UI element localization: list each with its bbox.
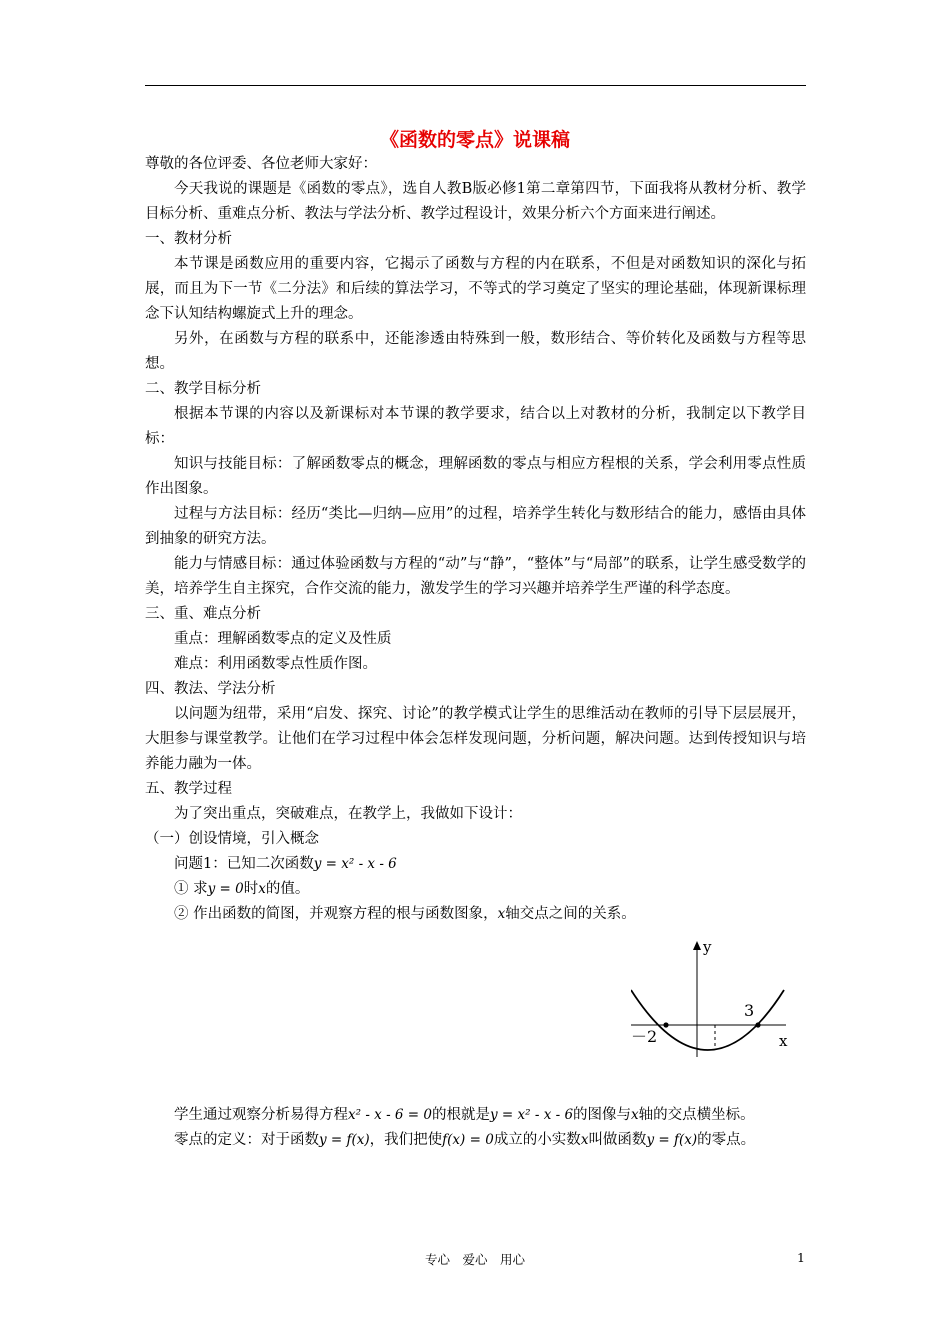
text: 零点的定义：对于函数 xyxy=(174,1132,319,1148)
x-axis-label: x xyxy=(779,1032,788,1050)
greeting: 尊敬的各位评委、各位老师大家好： xyxy=(145,156,377,172)
section-heading-1: 一、教材分析 xyxy=(145,231,232,247)
question-item-2 xyxy=(145,902,806,927)
question-1 xyxy=(145,852,806,877)
math-variable: x xyxy=(580,1132,589,1148)
text: 叫做函数 xyxy=(588,1132,647,1148)
paragraph: 以问题为纽带，采用“启发、探究、讨论”的教学模式让学生的思维活动在教师的引导下层层展开，大胆参与课堂教学。让他们在学习过程中体会怎样发现问题，分析问题，解决问题。达到传授知识与培养能力融为一体。 xyxy=(145,706,806,772)
paragraph: 过程与方法目标：经历“类比—归纳—应用”的过程，培养学生转化与数形结合的能力，感悟由具体到抽象的研究方法。 xyxy=(145,506,806,547)
text: 的零点。 xyxy=(697,1132,756,1148)
math-variable: x xyxy=(258,881,266,897)
math-formula: f(x) = 0 xyxy=(442,1132,494,1148)
root-point-right xyxy=(755,1022,760,1027)
y-axis-label: y xyxy=(703,939,712,956)
question-item-1 xyxy=(145,877,806,902)
page-number: 1 xyxy=(797,1250,805,1265)
observation-paragraph xyxy=(145,1103,806,1128)
text: 成立的小实数 xyxy=(493,1132,581,1148)
text: 轴交点之间的关系。 xyxy=(505,906,636,922)
math-variable: x xyxy=(631,1107,639,1123)
header-rule xyxy=(145,85,806,86)
document-body xyxy=(145,152,806,1153)
paragraph: 为了突出重点，突破难点，在教学上，我做如下设计： xyxy=(174,806,522,822)
section-heading-2: 二、教学目标分析 xyxy=(145,381,261,397)
parabola-figure xyxy=(631,939,806,1074)
text: 的根就是 xyxy=(432,1107,490,1123)
section-heading-5: 五、教学过程 xyxy=(145,781,232,797)
root-label-right: 3 xyxy=(744,1001,755,1020)
paragraph: 根据本节课的内容以及新课标对本节课的教学要求，结合以上对教材的分析，我制定以下教学目标： xyxy=(145,406,806,447)
text: 学生通过观察分析易得方程 xyxy=(174,1107,348,1123)
text: ② 作出函数的简图，并观察方程的根与函数图象， xyxy=(174,906,498,922)
root-label-left: －2 xyxy=(631,1027,658,1046)
intro-paragraph: 今天我说的课题是《函数的零点》，选自人教B版必修1第二章第四节，下面我将从教材分析、教学目标分析、重难点分析、教法与学法分析、教学过程设计，效果分析六个方面来进行阐述。 xyxy=(145,181,806,222)
root-point-left xyxy=(663,1022,668,1027)
math-formula: y = x² - x - 6 xyxy=(490,1107,574,1123)
text: 轴的交点横坐标。 xyxy=(638,1107,755,1123)
text: 时 xyxy=(243,881,259,897)
section-heading-4: 四、教法、学法分析 xyxy=(145,681,276,697)
paragraph: 难点：利用函数零点性质作图。 xyxy=(174,656,377,672)
text: ，我们把使 xyxy=(369,1132,443,1148)
paragraph: 本节课是函数应用的重要内容，它揭示了函数与方程的内在联系，不但是对函数知识的深化与拓展，而且为下一节《二分法》和后续的算法学习，不等式的学习奠定了坚实的理论基础，体现新课标理念下认知结构螺旋式上升的理念。 xyxy=(145,256,806,322)
math-formula: y = f(x) xyxy=(319,1132,370,1148)
section-heading-3: 三、重、难点分析 xyxy=(145,606,261,622)
text: ① 求 xyxy=(174,881,208,897)
math-formula: x² - x - 6 = 0 xyxy=(348,1107,432,1123)
math-formula: y = x² - x - 6 xyxy=(313,856,397,872)
paragraph: 能力与情感目标：通过体验函数与方程的“动”与“静”，“整体”与“局部”的联系，让学生感受数学的美，培养学生自主探究，合作交流的能力，激发学生的学习兴趣并培养学生严谨的科学态度。 xyxy=(145,556,806,597)
paragraph: 知识与技能目标：了解函数零点的概念，理解函数的零点与相应方程根的关系，学会利用零点性质作出图象。 xyxy=(145,456,806,497)
parabola-graph xyxy=(145,927,806,1103)
definition-paragraph xyxy=(145,1128,806,1153)
document-title: 《函数的零点》说课稿 xyxy=(379,129,570,151)
text: 的图像与 xyxy=(573,1107,632,1123)
subsection-heading: （一）创设情境，引入概念 xyxy=(145,831,319,847)
math-variable: x xyxy=(497,906,506,922)
paragraph: 另外，在函数与方程的联系中，还能渗透由特殊到一般，数形结合、等价转化及函数与方程等思想。 xyxy=(145,331,806,372)
text: 的值。 xyxy=(265,881,310,897)
y-axis-arrow-icon xyxy=(693,941,701,950)
paragraph: 重点：理解函数零点的定义及性质 xyxy=(174,631,392,647)
page-footer: 专心 爱心 用心 xyxy=(424,1252,525,1267)
math-formula: y = 0 xyxy=(207,881,244,897)
math-formula: y = f(x) xyxy=(646,1132,698,1148)
question-text: 问题1：已知二次函数 xyxy=(174,856,314,872)
